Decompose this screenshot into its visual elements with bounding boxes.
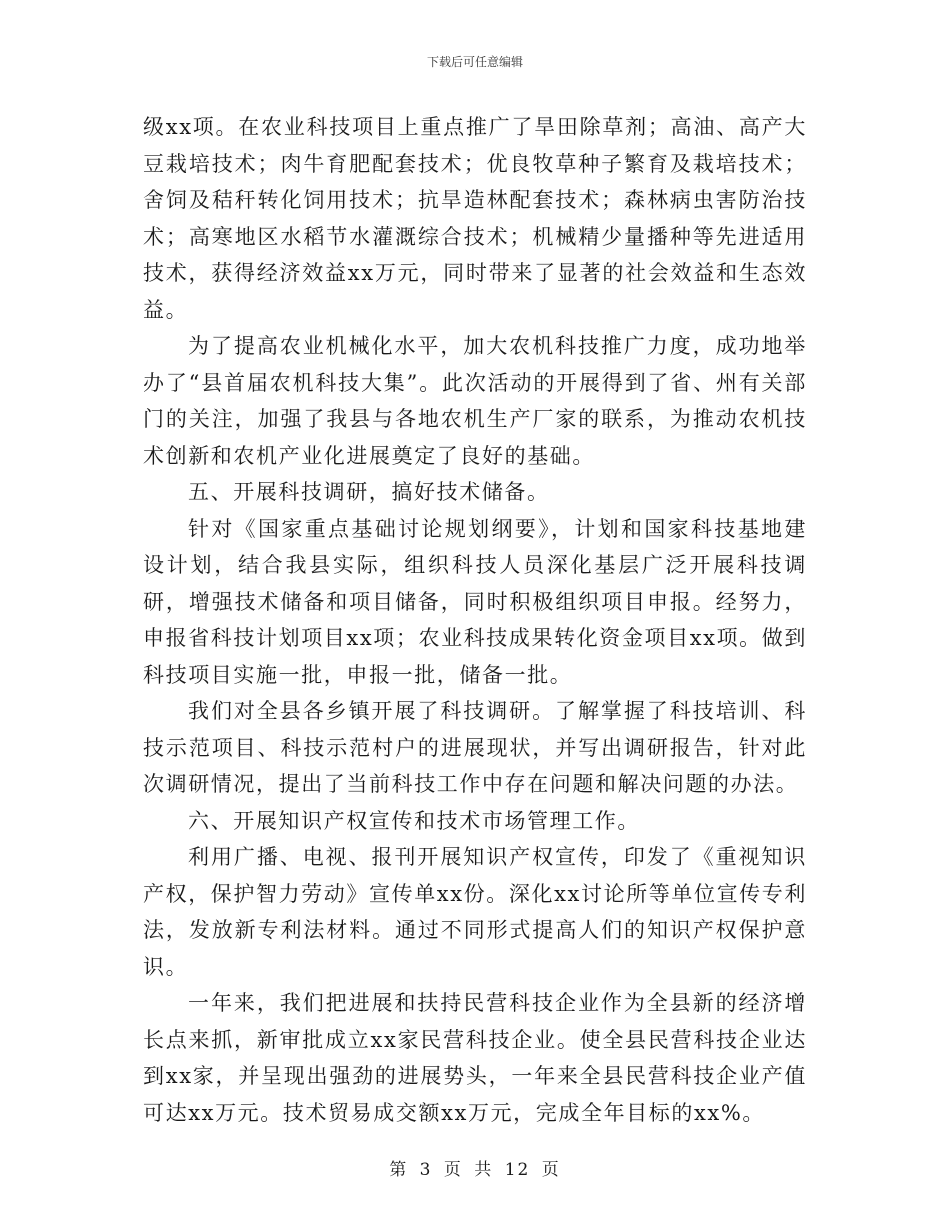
paragraph-6: 一年来，我们把进展和扶持民营科技企业作为全县新的经济增长点来抓，新审批成立xx家民营科技企业。使全县民营科技企业达到xx家，并呈现出强劲的进展势头，一年来全县民营科技企业产值可达xx万元。技术贸易成交额xx万元，完成全年目标的xx%。 bbox=[143, 991, 807, 1125]
paragraph-4: 我们对全县各乡镇开展了科技调研。了解掌握了科技培训、科技示范项目、科技示范村户的进展现状，并写出调研报告，针对此次调研情况，提出了当前科技工作中存在问题和解决问题的办法。 bbox=[143, 699, 807, 796]
paragraph-5: 利用广播、电视、报刊开展知识产权宣传，印发了《重视知识产权，保护智力劳动》宣传单xx份。深化xx讨论所等单位宣传专利法，发放新专利法材料。通过不同形式提高人们的知识产权保护意识。 bbox=[143, 845, 807, 979]
page-number-footer: 第 3 页 共 12 页 bbox=[389, 1160, 561, 1180]
section-heading-5: 五、开展科技调研，搞好技术储备。 bbox=[188, 480, 550, 504]
section-heading-6: 六、开展知识产权宣传和技术市场管理工作。 bbox=[188, 808, 640, 833]
paragraph-3: 针对《国家重点基础讨论规划纲要》，计划和国家科技基地建设计划，结合我县实际，组织科技人员深化基层广泛开展科技调研，增强技术储备和项目储备，同时积极组织项目申报。经努力，申报省科技计划项目xx项；农业科技成果转化资金项目xx项。做到科技项目实施一批，申报一批，储备一批。 bbox=[143, 516, 807, 687]
paragraph-2: 为了提高农业机械化水平，加大农机科技推广力度，成功地举办了“县首届农机科技大集”。此次活动的开展得到了省、州有关部门的关注，加强了我县与各地农机生产厂家的联系，为推动农机技术创新和农机产业化进展奠定了良好的基础。 bbox=[143, 334, 807, 468]
paragraph-1: 级xx项。在农业科技项目上重点推广了旱田除草剂；高油、高产大豆栽培技术；肉牛育肥配套技术；优良牧草种子繁育及栽培技术；舍饲及秸秆转化饲用技术；抗旱造林配套技术；森林病虫害防治技术；高寒地区水稻节水灌溉综合技术；机械精少量播种等先进适用技术，获得经济效益xx万元，同时带来了显著的社会效益和生态效益。 bbox=[143, 115, 807, 322]
document-body bbox=[143, 109, 807, 1131]
page-header: 下载后可任意编辑 bbox=[426, 55, 523, 69]
